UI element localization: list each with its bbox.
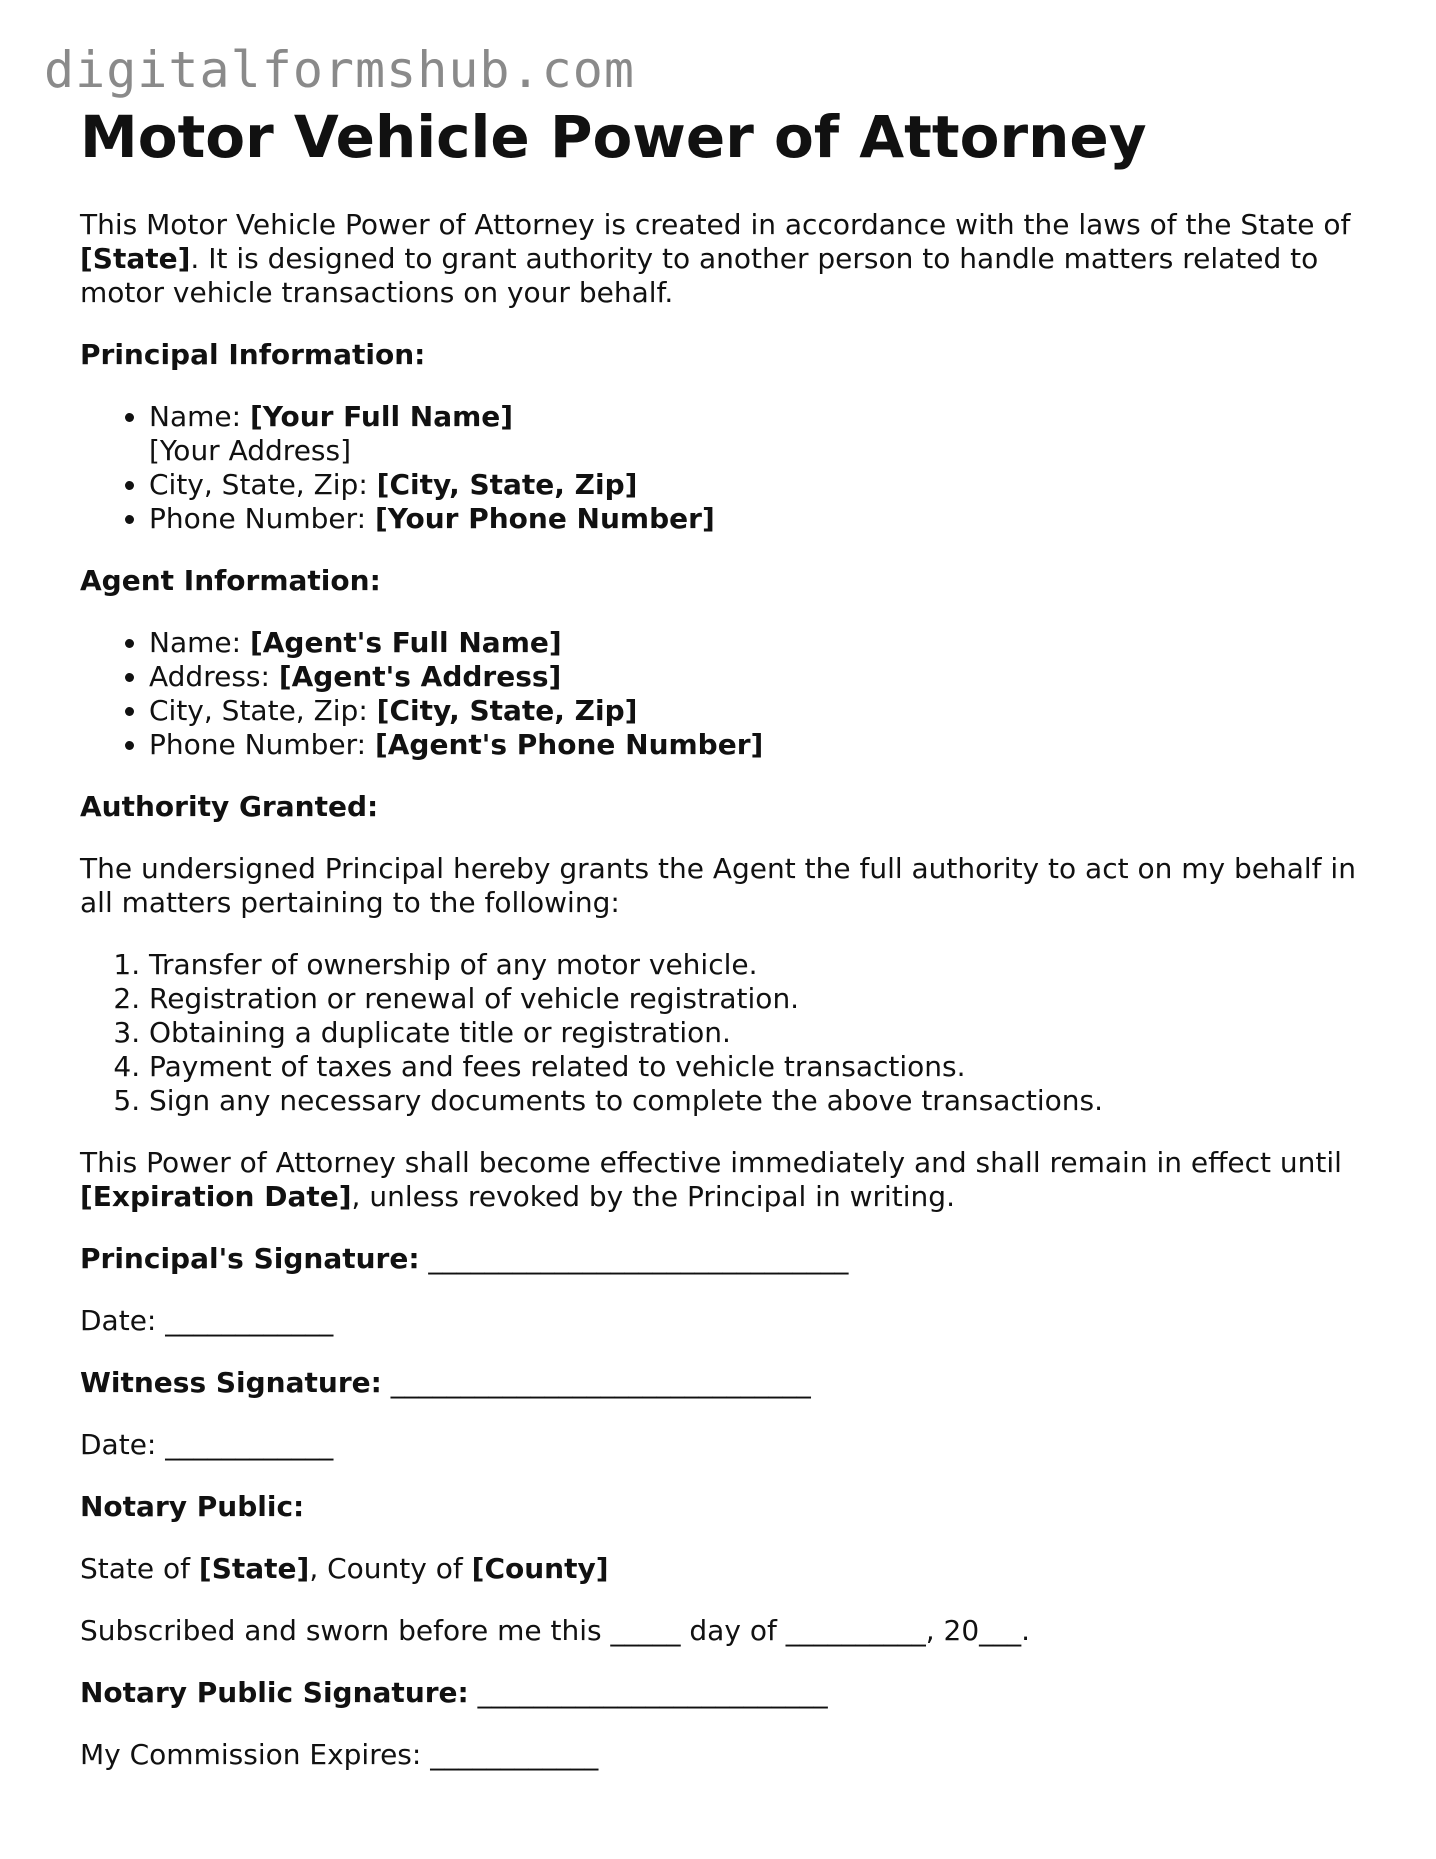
principal-date-field[interactable]: ____________: [156, 1304, 334, 1337]
intro-paragraph: [80, 208, 1380, 310]
principal-city-value: [City, State, Zip]: [376, 468, 638, 501]
agent-info-list: [80, 626, 1380, 762]
notary-jurisdiction: [80, 1552, 1380, 1586]
principal-signature-field[interactable]: ______________________________: [419, 1242, 849, 1275]
principal-phone-label: Phone Number:: [149, 502, 375, 535]
principal-date-line: [80, 1304, 1380, 1338]
agent-city-item: [149, 694, 1380, 728]
agent-name-label: Name:: [149, 626, 250, 659]
authority-item: 5. Sign any necessary documents to complete the above transactions.: [149, 1084, 1380, 1118]
expiration-date-placeholder: [Expiration Date]: [80, 1180, 352, 1213]
principal-address-value: [Your Address]: [149, 434, 352, 467]
notary-signature-label: Notary Public Signature:: [80, 1676, 469, 1709]
effective-text-end: , unless revoked by the Principal in writing.: [351, 1180, 955, 1213]
agent-phone-item: [149, 728, 1380, 762]
principal-heading: Principal Information:: [80, 338, 426, 371]
witness-date-field[interactable]: ____________: [156, 1428, 334, 1461]
agent-name-value: [Agent's Full Name]: [249, 626, 562, 659]
authority-item: 3. Obtaining a duplicate title or registration.: [149, 1016, 1380, 1050]
commission-expires-line: [80, 1738, 1380, 1772]
authority-item: 4. Payment of taxes and fees related to vehicle transactions.: [149, 1050, 1380, 1084]
intro-text: This Motor Vehicle Power of Attorney is created in accordance with the laws of the State of: [80, 208, 1351, 241]
principal-phone-item: [149, 502, 1380, 536]
notary-signature-line: [80, 1676, 1380, 1710]
authority-item: 1. Transfer of ownership of any motor vehicle.: [149, 948, 1380, 982]
intro-state-placeholder: [State]: [80, 242, 191, 275]
notary-sworn-statement[interactable]: Subscribed and sworn before me this _____ day of __________, 20___.: [80, 1614, 1031, 1647]
notary-county-label: , County of: [309, 1552, 472, 1585]
principal-phone-value: [Your Phone Number]: [374, 502, 715, 535]
document-title: Motor Vehicle Power of Attorney: [80, 103, 1147, 171]
principal-name-value: [Your Full Name]: [249, 400, 514, 433]
witness-date-line: [80, 1428, 1380, 1462]
principal-date-label: Date:: [80, 1304, 157, 1337]
authority-item: 2. Registration or renewal of vehicle registration.: [149, 982, 1380, 1016]
notary-signature-field[interactable]: _________________________: [468, 1676, 828, 1709]
notary-heading: Notary Public:: [80, 1490, 305, 1523]
agent-address-label: Address:: [149, 660, 279, 693]
principal-signature-line: [80, 1242, 1380, 1276]
agent-city-label: City, State, Zip:: [149, 694, 377, 727]
commission-expires-label: My Commission Expires:: [80, 1738, 422, 1771]
witness-date-label: Date:: [80, 1428, 157, 1461]
notary-state-label: State of: [80, 1552, 199, 1585]
agent-city-value: [City, State, Zip]: [376, 694, 638, 727]
authority-heading: Authority Granted:: [80, 790, 379, 823]
witness-signature-label: Witness Signature:: [80, 1366, 382, 1399]
notary-county-value: [County]: [471, 1552, 609, 1585]
agent-heading: Agent Information:: [80, 564, 381, 597]
notary-state-value: [State]: [198, 1552, 310, 1585]
principal-signature-label: Principal's Signature:: [80, 1242, 420, 1275]
authority-list: [80, 948, 1380, 1118]
commission-expires-field[interactable]: ____________: [421, 1738, 599, 1771]
effective-text: This Power of Attorney shall become effective immediately and shall remain in effect until: [80, 1146, 1342, 1179]
agent-phone-value: [Agent's Phone Number]: [374, 728, 764, 761]
agent-name-item: [149, 626, 1380, 660]
principal-name-item: [149, 400, 1380, 468]
principal-info-list: [80, 400, 1380, 536]
principal-name-label: Name:: [149, 400, 250, 433]
site-watermark: digitalformshub.com: [44, 41, 635, 99]
authority-intro: The undersigned Principal hereby grants the Agent the full authority to act on my behalf in all matters pertaining to the following:: [80, 852, 1356, 919]
agent-phone-label: Phone Number:: [149, 728, 375, 761]
witness-signature-line: [80, 1366, 1380, 1400]
witness-signature-field[interactable]: ______________________________: [381, 1366, 811, 1399]
agent-address-value: [Agent's Address]: [278, 660, 562, 693]
document-body: [80, 98, 1380, 1800]
effective-paragraph: [80, 1146, 1380, 1214]
agent-address-item: [149, 660, 1380, 694]
principal-city-label: City, State, Zip:: [149, 468, 377, 501]
principal-city-item: [149, 468, 1380, 502]
intro-text-end: . It is designed to grant authority to another person to handle matters related to motor vehicle transactions on your behalf.: [80, 242, 1319, 309]
